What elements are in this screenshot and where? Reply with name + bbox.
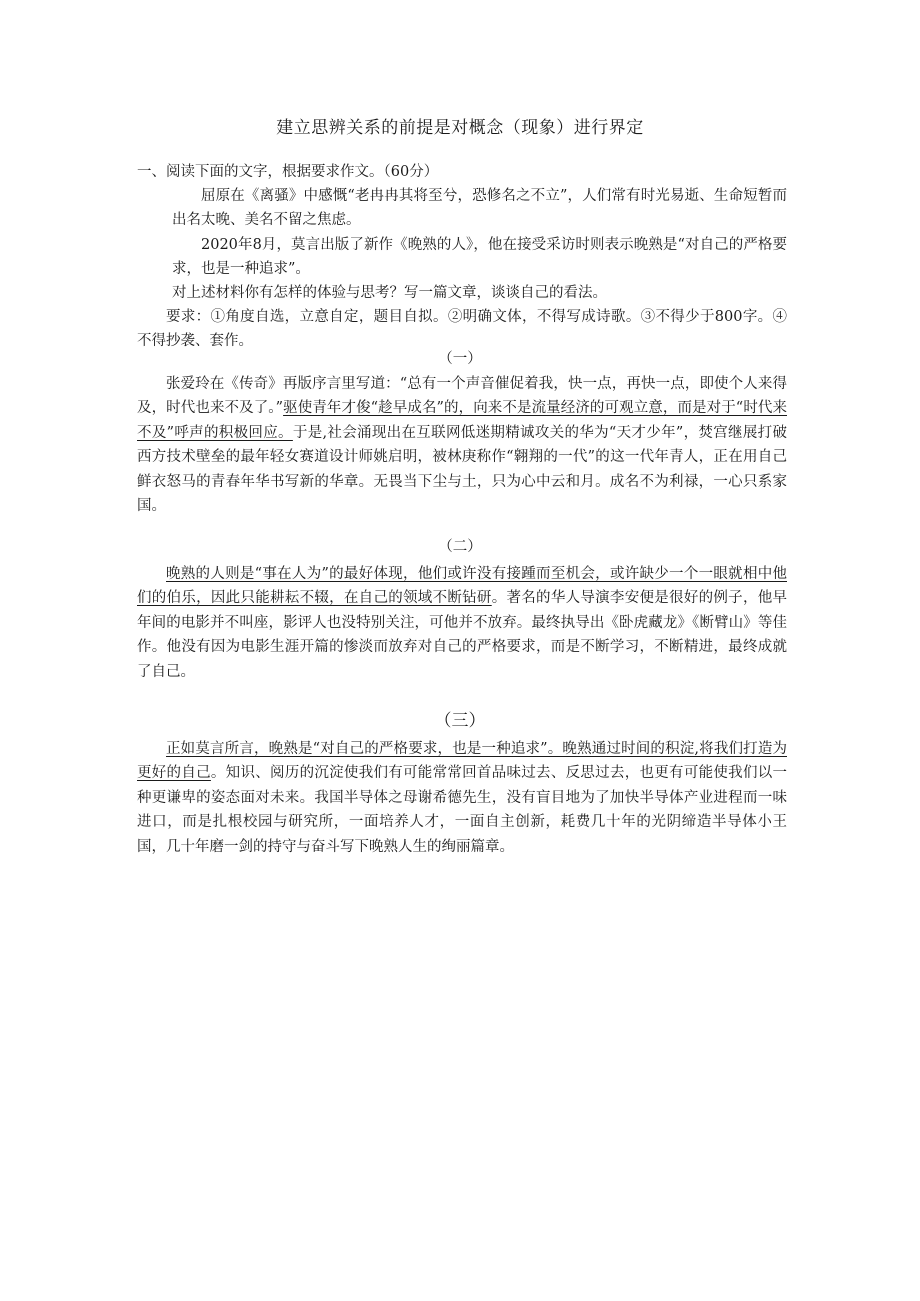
- section-paragraph: [137, 372, 787, 518]
- section-paragraph: [137, 562, 787, 684]
- page-title: 建立思辨关系的前提是对概念（现象）进行界定: [276, 118, 644, 138]
- requirement-paragraph: 要求：①角度自选，立意自定，题目自拟。②明确文体，不得写成诗歌。③不得少于800字。④不得抄袭、套作。: [137, 309, 787, 350]
- underlined-text: 晚熟的人则是“事在人为”的最好体现，他们或许没有接踵而至机会，或许缺少一个一眼就相中他们的伯乐，因此只能耕耘不辍，在自己的领域不断钻研: [137, 566, 787, 607]
- section-paragraph: [137, 737, 787, 859]
- section-label: （一）: [438, 351, 482, 367]
- underlined-text: 正如莫言所言，晚熟是“对自己的严格要求，也是一种追求”。晚熟通过时间的积淀,将我们打造为更好的自己: [137, 741, 787, 782]
- section-body: [137, 737, 787, 859]
- section-label: （二）: [438, 539, 482, 555]
- section-body: [137, 562, 787, 684]
- question-material-2: [172, 233, 787, 282]
- plain-text: 张爱玲在《传奇》再版序言里写道：“总有一个声音催促着我，快一点，再快一点，即使个人来得及，时代也来不及了。”: [137, 376, 787, 417]
- section-body: [137, 372, 787, 518]
- plain-text: 。著名的华人导演李安便是很好的例子，他早年间的电影并不叫座，影评人也没特别关注，可他并不放弃。最终执导出《卧虎藏龙》《断臂山》等佳作。他没有因为电影生涯开篇的惨淡而放弃对自己的严格要求，而是不断学习，不断精进，最终成就了自己。: [137, 590, 788, 680]
- section-label: （三）: [434, 711, 486, 731]
- question-task: [172, 281, 787, 305]
- question-heading: 一、阅读下面的文字，根据要求作文。（60分）: [137, 164, 439, 180]
- material-paragraph: 屈原在《离骚》中感慨“老冉冉其将至兮，恐修名之不立”，人们常有时光易逝、生命短暂而出名太晚、美名不留之焦虑。: [172, 188, 787, 229]
- underlined-text: 驱使青年才俊“趁早成名”的，向来不是流量经济的可观立意，而是对于“时代来不及”呼声的积极回应。: [137, 400, 787, 441]
- plain-text: 。知识、阅历的沉淀使我们有可能常常回首品味过去、反思过去，也更有可能使我们以一种更谦卑的姿态面对未来。我国半导体之母谢希德先生，没有盲目地为了加快半导体产业进程而一味进口，而是扎根校园与研究所，一面培养人才，一面自主创新，耗费几十年的光阴缔造半导体小王国，几十年磨一剑的持守与奋斗写下晚熟人生的绚丽篇章。: [137, 765, 788, 855]
- question-material-1: [172, 184, 787, 233]
- task-paragraph: 对上述材料你有怎样的体验与思考？写一篇文章，谈谈自己的看法。: [172, 285, 607, 301]
- material-paragraph: 2020年8月，莫言出版了新作《晚熟的人》，他在接受采访时则表示晚熟是“对自己的严格要求，也是一种追求”。: [172, 237, 787, 278]
- plain-text: 于是,社会涌现出在互联网低迷期精诚攻关的华为“天才少年”，焚宫继展打破西方技术壁垒的最年轻女赛道设计师姚启明，被林庚称作“翱翔的一代”的这一代年青人，正在用自己鲜衣怒马的青春年华书写新的华章。无畏当下尘与土，只为心中云和月。成名不为利禄，一心只系家国。: [137, 424, 787, 515]
